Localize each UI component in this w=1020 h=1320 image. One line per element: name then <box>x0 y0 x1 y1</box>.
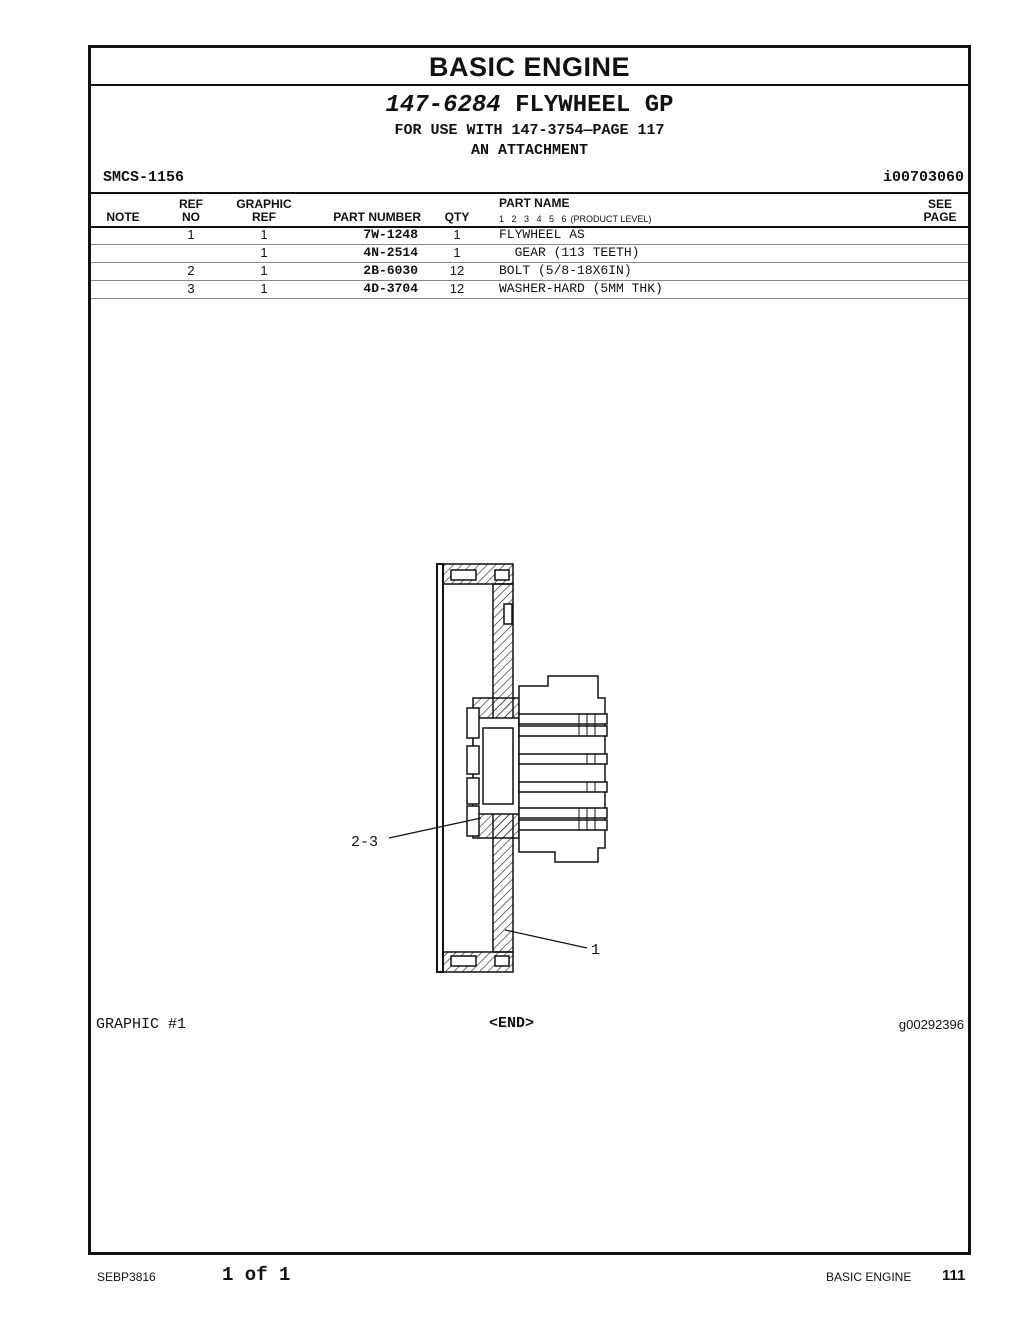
illustration-id: i00703060 <box>882 169 964 186</box>
callout-2-3: 2-3 <box>351 834 379 851</box>
attachment-line: AN ATTACHMENT <box>470 142 589 159</box>
part-name: BOLT (5/8-18X6IN) <box>499 263 632 278</box>
section-title: BASIC ENGINE <box>91 48 968 86</box>
table-row[interactable] <box>91 226 968 244</box>
graphic-label: GRAPHIC #1 <box>96 1016 187 1033</box>
table-top-rule <box>91 192 968 194</box>
table-row[interactable] <box>91 280 968 298</box>
part-number[interactable]: 4D-3704 <box>363 281 418 296</box>
part-name: WASHER-HARD (5MM THK) <box>499 281 663 296</box>
part-number[interactable]: 2B-6030 <box>363 263 418 278</box>
part-number[interactable]: 4N-2514 <box>363 245 418 260</box>
table-row[interactable] <box>91 262 968 280</box>
flywheel-drawing <box>343 556 723 981</box>
callout-1: 1 <box>591 942 601 959</box>
ref-no: 1 <box>187 227 195 242</box>
header-levels: 1 2 3 4 5 6 (PRODUCT LEVEL) <box>499 214 652 224</box>
header-note: NOTE <box>106 210 140 224</box>
qty: 1 <box>453 227 461 242</box>
group-title <box>91 92 968 119</box>
graphic-ref: 1 <box>260 227 268 242</box>
smcs-code: SMCS-1156 <box>103 169 185 186</box>
footer-page-of: 1 of 1 <box>222 1264 291 1286</box>
header-part-name: PART NAME <box>499 196 570 210</box>
end-marker: <END> <box>489 1015 535 1032</box>
part-number[interactable]: 7W-1248 <box>363 227 418 242</box>
graphic-ref: 1 <box>260 281 268 296</box>
ref-no: 2 <box>187 263 195 278</box>
ref-no: 3 <box>187 281 195 296</box>
table-row[interactable] <box>91 244 968 262</box>
use-with-line: FOR USE WITH 147-3754—PAGE 117 <box>394 122 665 139</box>
qty: 12 <box>449 281 465 296</box>
page-frame <box>88 45 971 1255</box>
group-number[interactable]: 147-6284 <box>385 92 501 119</box>
footer-section: BASIC ENGINE <box>826 1270 912 1284</box>
footer-page-number: 111 <box>942 1267 966 1284</box>
qty: 1 <box>453 245 461 260</box>
qty: 12 <box>449 263 465 278</box>
header-see-page: SEE PAGE <box>923 197 957 224</box>
part-name: FLYWHEEL AS <box>499 227 585 242</box>
group-name: FLYWHEEL GP <box>515 92 674 119</box>
row-divider <box>91 298 968 299</box>
graphic-ref: 1 <box>260 245 268 260</box>
header-part-number: PART NUMBER <box>333 210 421 224</box>
graphic-id: g00292396 <box>898 1017 964 1032</box>
part-name: GEAR (113 TEETH) <box>499 245 640 260</box>
header-ref-no: REF NO <box>179 197 203 224</box>
graphic-ref: 1 <box>260 263 268 278</box>
footer-doc-number: SEBP3816 <box>97 1270 156 1284</box>
header-graphic-ref: GRAPHIC REF <box>236 197 292 224</box>
header-qty: QTY <box>444 210 470 224</box>
